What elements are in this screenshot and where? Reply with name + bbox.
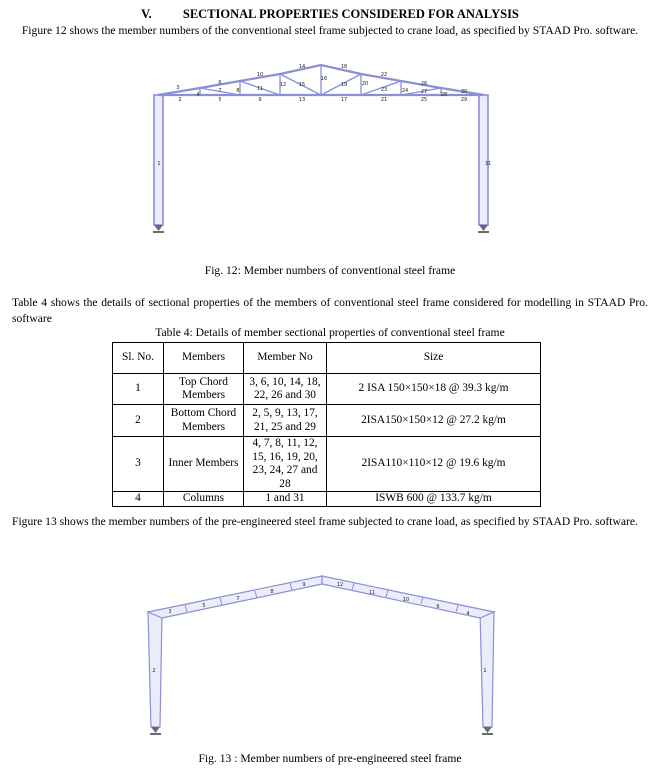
member-label: 9 (302, 582, 306, 588)
member-label: 10 (402, 597, 410, 603)
table-row (113, 437, 541, 492)
member-label: 2 (152, 668, 156, 674)
member-label: 22 (380, 72, 388, 78)
cell-member-no: 2, 5, 9, 13, 17, 21, 25 and 29 (244, 405, 327, 437)
support-right-icon (479, 225, 488, 231)
member-label: 8 (236, 88, 240, 94)
table-row (113, 492, 541, 507)
table-4-caption: Table 4: Details of member sectional properties of conventional steel frame (155, 326, 505, 339)
member-label: 29 (460, 97, 468, 103)
member-label: 15 (298, 82, 306, 88)
paragraph-figure-13: Figure 13 shows the member numbers of the pre-engineered steel frame subjected to crane load, as specified by STAAD Pro. software. (12, 515, 638, 528)
section-title: SECTIONAL PROPERTIES CONSIDERED FOR ANALYSIS (182, 7, 519, 21)
member-label: 5 (202, 603, 206, 609)
support-right-icon (483, 727, 492, 733)
member-label: 5 (218, 97, 222, 103)
cell-member-no: 1 and 31 (244, 492, 327, 507)
cell-sl-no: 1 (113, 374, 164, 405)
member-label: 7 (218, 88, 222, 94)
supports (150, 727, 493, 735)
member-label: 21 (380, 97, 388, 103)
member-label: 3 (176, 85, 180, 91)
cell-size: 2 ISA 150×150×18 @ 39.3 kg/m (327, 374, 541, 405)
member-label: 4 (466, 611, 470, 617)
paragraph-table-4: Table 4 shows the details of sectional properties of the members of conventional steel frame considered for modelling in STAAD Pro. software (12, 296, 648, 325)
support-left-icon (154, 225, 163, 231)
member-label: 27 (420, 89, 428, 95)
support-left-icon (151, 727, 160, 733)
rafter-left (148, 576, 322, 618)
cell-sl-no: 4 (113, 492, 164, 507)
member-label: 20 (361, 81, 369, 87)
member-label: 16 (320, 76, 328, 82)
member-label: 6 (436, 604, 440, 610)
member-label: 26 (420, 81, 428, 87)
figure-13-caption: Fig. 13 : Member numbers of pre-engineered steel frame (198, 752, 462, 765)
member-label: 25 (420, 97, 428, 103)
paragraph-figure-12: Figure 12 shows the member numbers of the conventional steel frame subjected to crane load, as specified by STAAD Pro. software. (21, 24, 639, 37)
section-number: V. (141, 7, 152, 21)
member-label: 11 (256, 86, 264, 92)
cell-size: 2ISA110×110×12 @ 19.6 kg/m (327, 437, 541, 492)
column-right (479, 95, 488, 225)
member-label: 12 (336, 582, 344, 588)
cell-size: 2ISA150×150×12 @ 27.2 kg/m (327, 405, 541, 437)
member-label: 13 (298, 97, 306, 103)
member-label: 17 (340, 97, 348, 103)
member-label: 1 (157, 161, 161, 167)
table-4-sectional-properties (112, 342, 541, 507)
member-label: 2 (178, 97, 182, 103)
member-label: 7 (236, 596, 240, 602)
figure-13-pre-engineered-frame (140, 570, 510, 745)
member-label: 6 (218, 80, 222, 86)
cell-sl-no: 3 (113, 437, 164, 492)
member-label: 18 (340, 64, 348, 70)
cell-member-no: 4, 7, 8, 11, 12, 15, 16, 19, 20, 23, 24, 27 and 28 (244, 437, 327, 492)
supports (153, 225, 489, 233)
figure-12-caption: Fig. 12: Member numbers of conventional steel frame (204, 264, 456, 277)
cell-member-no: 3, 6, 10, 14, 18, 22, 26 and 30 (244, 374, 327, 405)
cell-members: Bottom Chord Members (164, 405, 244, 437)
cell-members: Columns (164, 492, 244, 507)
cell-members: Inner Members (164, 437, 244, 492)
member-label: 8 (270, 589, 274, 595)
figure-12-conventional-frame (140, 55, 510, 240)
section-heading (0, 7, 660, 22)
cell-sl-no: 2 (113, 405, 164, 437)
column-right (480, 612, 494, 727)
member-label: 1 (483, 668, 487, 674)
member-label: 30 (460, 89, 468, 95)
member-label: 12 (279, 82, 287, 88)
table-header-row (113, 343, 541, 374)
member-label: 19 (340, 82, 348, 88)
header-sl-no: Sl. No. (113, 343, 164, 374)
member-label: 14 (298, 64, 306, 70)
member-label: 4 (196, 92, 200, 98)
column-left (154, 95, 163, 225)
header-members: Members (164, 343, 244, 374)
member-label: 28 (440, 92, 448, 98)
table-row (113, 374, 541, 405)
member-label: 23 (380, 87, 388, 93)
member-label: 31 (484, 161, 492, 167)
header-size: Size (327, 343, 541, 374)
member-label: 3 (168, 609, 172, 615)
member-label: 10 (256, 72, 264, 78)
cell-members: Top Chord Members (164, 374, 244, 405)
member-label: 11 (368, 590, 376, 596)
cell-size: ISWB 600 @ 133.7 kg/m (327, 492, 541, 507)
figure-13-member-labels (152, 582, 486, 674)
table-row (113, 405, 541, 437)
figure-12-member-labels (157, 64, 491, 167)
member-label: 9 (258, 97, 262, 103)
member-label: 24 (401, 88, 409, 94)
header-member-no: Member No (244, 343, 327, 374)
